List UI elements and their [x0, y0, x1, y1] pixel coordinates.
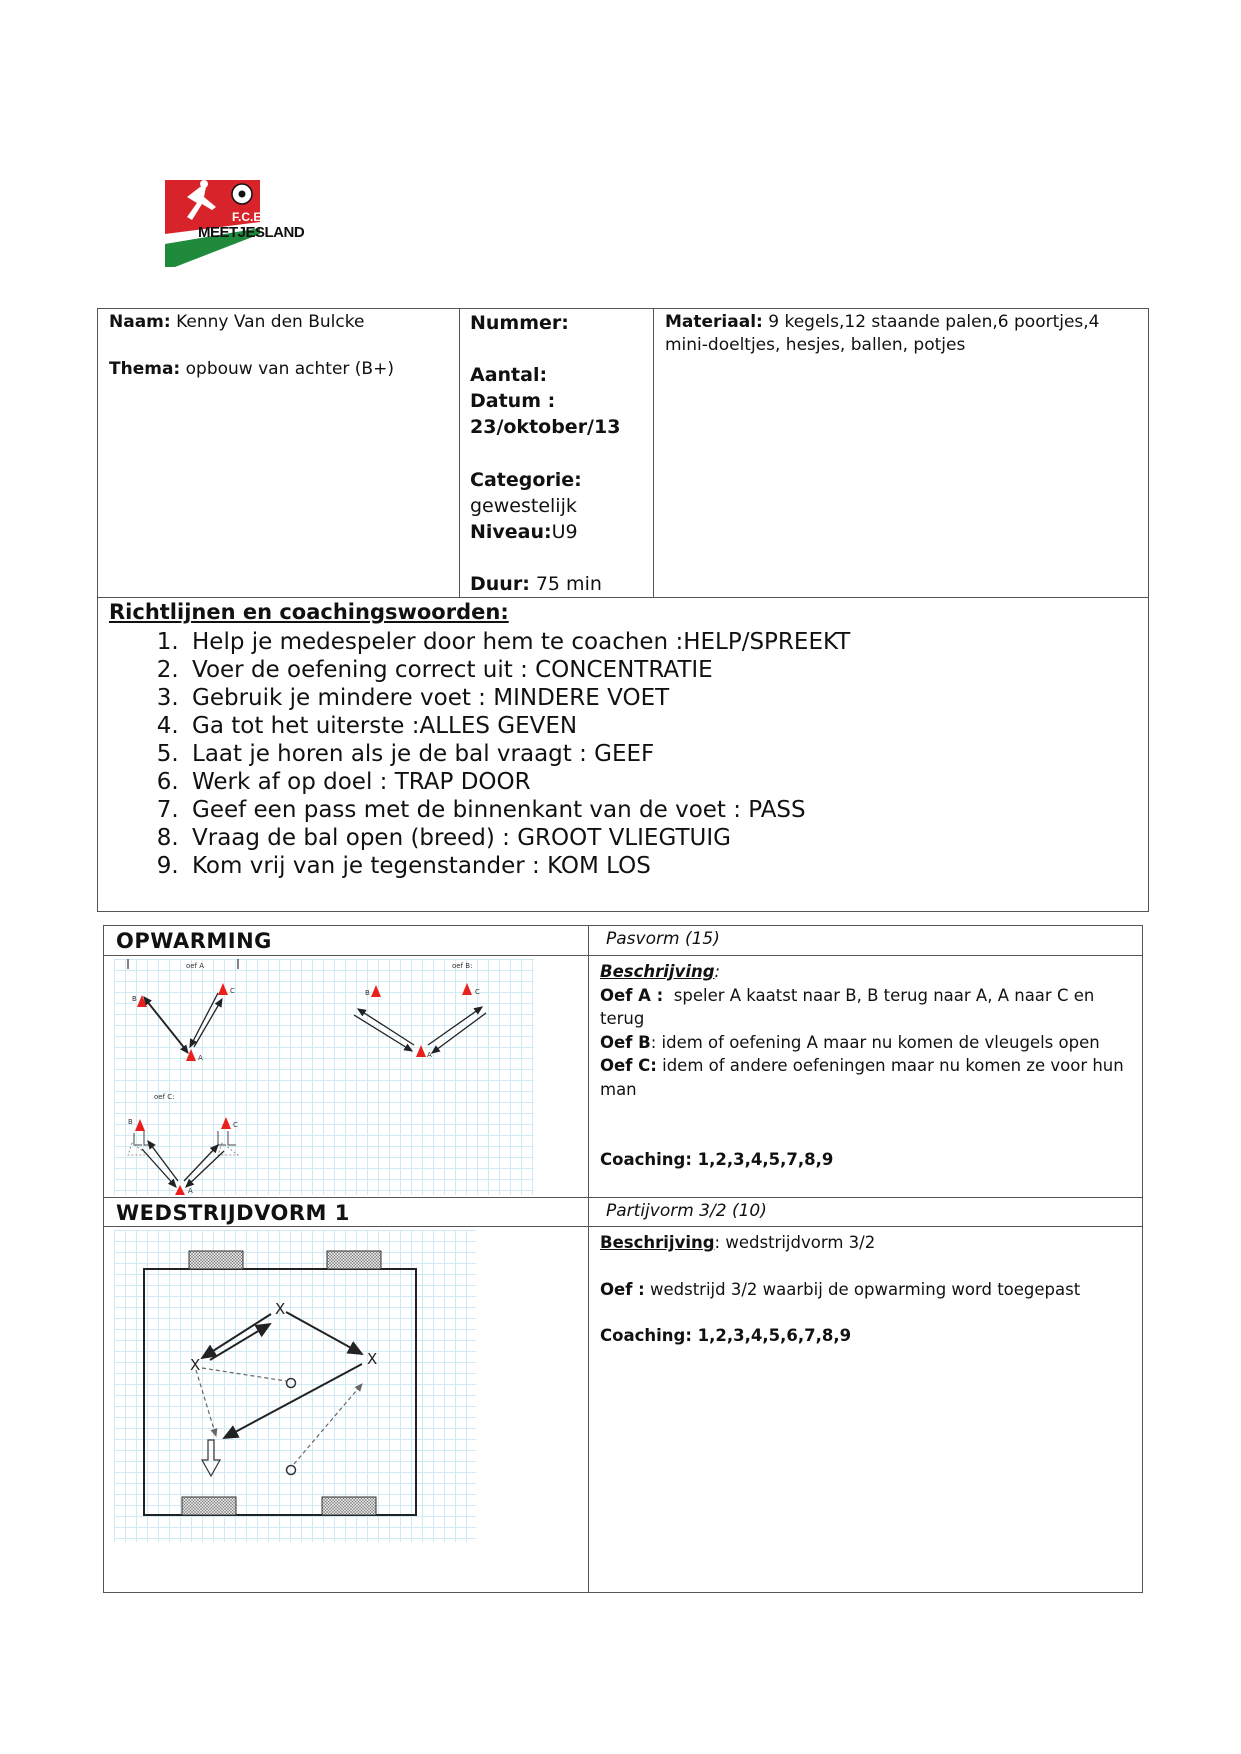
categorie-value: gewestelijk	[470, 495, 577, 517]
warmup-beschrijving-label: Beschrijving	[600, 962, 715, 981]
duur-value: 75 min	[535, 573, 602, 595]
guideline-item: 3. Gebruik je mindere voet : MINDERE VOET	[186, 684, 850, 712]
match-description: Beschrijving: wedstrijdvorm 3/2 Oef : wedstrijd 3/2 waarbij de opwarming word toegepast Coaching: 1,2,3,4,5,6,7,8,9	[600, 1231, 1128, 1348]
svg-text:A: A	[427, 1051, 432, 1059]
warmup-description: Beschrijving: Oef A : speler A kaatst naar B, B terug naar A, A naar C en terug Oef B: idem of oefening A maar nu komen de vleugels open Oef C: idem of andere oefeningen maar nu komen ze voor hun man Coaching: 1,2,3,4,5,7,8,9	[600, 960, 1128, 1172]
warmup-diagram	[114, 959, 534, 1195]
guideline-item: 4. Ga tot het uiterste :ALLES GEVEN	[186, 712, 850, 740]
svg-text:C: C	[475, 988, 480, 996]
guidelines-title: Richtlijnen en coachingswoorden:	[109, 600, 509, 624]
datum-value: 23/oktober/13	[470, 416, 621, 438]
guidelines-box	[97, 598, 1149, 912]
svg-text:A: A	[198, 1054, 203, 1062]
thema-label: Thema:	[109, 359, 181, 379]
club-logo	[160, 172, 310, 272]
duur-label: Duur:	[470, 573, 530, 595]
warmup-title: OPWARMING	[116, 929, 272, 953]
svg-text:B: B	[365, 989, 370, 997]
guideline-item: 8. Vraag de bal open (breed) : GROOT VLIEGTUIG	[186, 824, 850, 852]
niveau-value: U9	[551, 521, 578, 543]
niveau-line	[470, 519, 578, 545]
svg-text:A: A	[188, 1187, 193, 1195]
guideline-item: 7. Geef een pass met de binnenkant van de voet : PASS	[186, 796, 850, 824]
guidelines-list	[148, 628, 850, 880]
naam-label: Naam:	[109, 312, 171, 332]
nummer-label: Nummer:	[470, 312, 569, 334]
datum-label: Datum :	[470, 390, 556, 412]
svg-text:C: C	[233, 1121, 238, 1129]
oef-a-text: Oef A : speler A kaatst naar B, B terug naar A, A naar C en terug	[600, 985, 1095, 1028]
warmup-header-row	[104, 926, 1142, 956]
exercise-table	[103, 925, 1143, 1593]
header-col-meta	[460, 309, 654, 597]
categorie-label: Categorie:	[470, 469, 582, 491]
guideline-item: 6. Werk af op doel : TRAP DOOR	[186, 768, 850, 796]
guideline-item: 2. Voer de oefening correct uit : CONCENTRATIE	[186, 656, 850, 684]
guideline-item: 5. Laat je horen als je de bal vraagt : GEEF	[186, 740, 850, 768]
match-beschrijving-label: Beschrijving	[600, 1233, 715, 1252]
column-divider	[588, 926, 589, 1592]
guideline-item: 9. Kom vrij van je tegenstander : KOM LOS	[186, 852, 850, 880]
header-col-name	[98, 309, 460, 597]
match-subtitle: Partijvorm 3/2 (10)	[606, 1201, 767, 1221]
thema-line	[109, 358, 394, 381]
match-coaching: Coaching: 1,2,3,4,5,6,7,8,9	[600, 1326, 852, 1345]
match-diagram	[114, 1230, 476, 1542]
oef-c-label: oef C:	[154, 1093, 175, 1101]
naam-value: Kenny Van den Bulcke	[176, 312, 365, 332]
match-title: WEDSTRIJDVORM 1	[116, 1201, 350, 1225]
warmup-coaching: Coaching: 1,2,3,4,5,7,8,9	[600, 1150, 834, 1169]
oef-b-label: oef B:	[452, 962, 473, 970]
warmup-subtitle: Pasvorm (15)	[606, 929, 720, 949]
guideline-item: 1. Help je medespeler door hem te coachen :HELP/SPREEKT	[186, 628, 850, 656]
naam-line	[109, 311, 364, 334]
match-oef-text: Oef : wedstrijd 3/2 waarbij de opwarming word toegepast	[600, 1279, 1081, 1299]
logo-line1: F.C.E.	[232, 210, 265, 224]
player-x: X	[190, 1356, 201, 1374]
player-x: X	[275, 1300, 286, 1318]
duur-line	[470, 571, 602, 597]
svg-text:B: B	[128, 1118, 133, 1126]
oef-c-text: Oef C: idem of andere oefeningen maar nu komen ze voor hun man	[600, 1056, 1124, 1099]
logo-line2: MEETJESLAND	[198, 224, 305, 241]
header-table	[97, 308, 1149, 598]
oef-a-label: oef A	[186, 962, 205, 970]
materiaal-line	[665, 311, 1128, 357]
match-header-row	[104, 1197, 1142, 1227]
header-col-materiaal	[654, 309, 1148, 597]
player-x: X	[367, 1350, 378, 1368]
thema-value: opbouw van achter (B+)	[185, 359, 394, 379]
materiaal-label: Materiaal:	[665, 312, 763, 332]
niveau-label: Niveau:	[470, 521, 552, 543]
svg-text:B: B	[132, 995, 137, 1003]
materiaal-value: 9 kegels,12 staande palen,6 poortjes,4 mini-doeltjes, hesjes, ballen, potjes	[665, 312, 1100, 355]
aantal-label: Aantal:	[470, 364, 548, 386]
oef-b-text: Oef B: idem of oefening A maar nu komen de vleugels open	[600, 1032, 1100, 1052]
svg-text:C: C	[230, 987, 235, 995]
